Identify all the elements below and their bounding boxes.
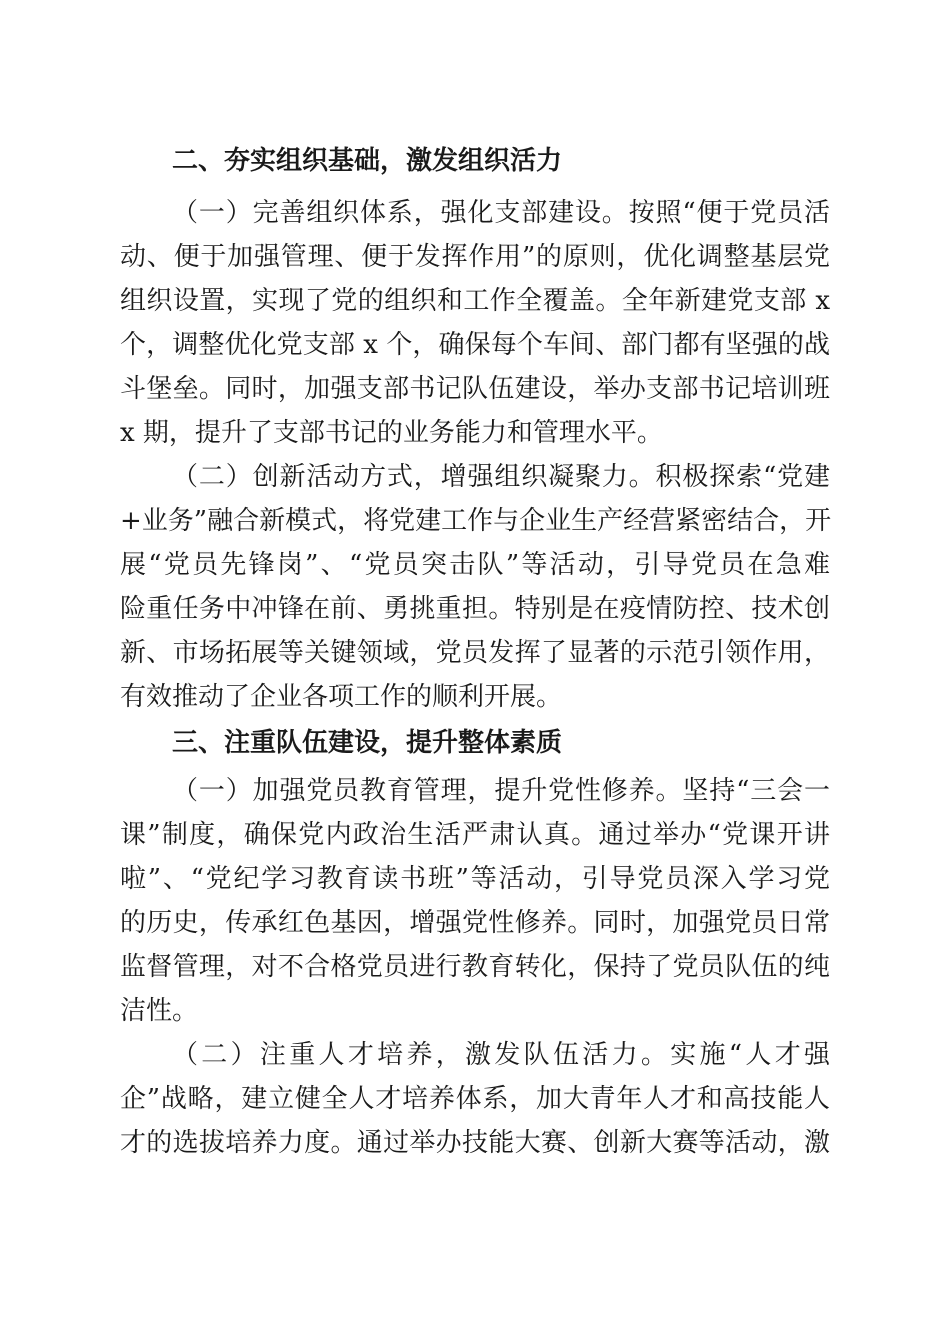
paragraph-line: 险重任务中冲锋在前、勇挑重担。特别是在疫情防控、技术创	[120, 594, 830, 624]
paragraph-line: 新、市场拓展等关键领域，党员发挥了显著的示范引领作用，	[120, 638, 830, 668]
paragraph-line: 啦”、“党纪学习教育读书班”等活动，引导党员深入学习党	[120, 864, 830, 894]
paragraph-line: 动、便于加强管理、便于发挥作用”的原则，优化调整基层党	[120, 242, 830, 272]
paragraph-line: 展“党员先锋岗”、“党员突击队”等活动，引导党员在急难	[120, 550, 830, 580]
paragraph-line: 斗堡垒。同时，加强支部书记队伍建设，举办支部书记培训班	[120, 374, 830, 404]
paragraph-line: （二）创新活动方式，增强组织凝聚力。积极探索“党建	[172, 462, 830, 492]
paragraph-line: 才的选拔培养力度。通过举办技能大赛、创新大赛等活动，激	[120, 1128, 830, 1158]
paragraph-line: 有效推动了企业各项工作的顺利开展。	[120, 682, 563, 712]
paragraph-line: （二）注重人才培养，激发队伍活力。实施“人才强	[172, 1040, 830, 1070]
paragraph-line: 个，调整优化党支部 x 个，确保每个车间、部门都有坚强的战	[120, 330, 830, 360]
section-heading: 二、夯实组织基础，激发组织活力	[172, 146, 563, 176]
paragraph-line: 组织设置，实现了党的组织和工作全覆盖。全年新建党支部 x	[120, 286, 830, 316]
paragraph-line: （一）加强党员教育管理，提升党性修养。坚持“三会一	[172, 776, 830, 806]
paragraph-line: 课”制度，确保党内政治生活严肃认真。通过举办“党课开讲	[120, 820, 830, 850]
paragraph-line: 企”战略，建立健全人才培养体系，加大青年人才和高技能人	[120, 1084, 830, 1114]
paragraph-line: （一）完善组织体系，强化支部建设。按照“便于党员活	[172, 198, 830, 228]
paragraph-line: +业务”融合新模式，将党建工作与企业生产经营紧密结合，开	[120, 506, 832, 536]
paragraph-line: 监督管理，对不合格党员进行教育转化，保持了党员队伍的纯	[120, 952, 830, 982]
paragraph-line: 洁性。	[120, 996, 199, 1026]
paragraph-line: 的历史，传承红色基因，增强党性修养。同时，加强党员日常	[120, 908, 830, 938]
section-heading: 三、注重队伍建设，提升整体素质	[172, 728, 563, 758]
paragraph-line: x 期，提升了支部书记的业务能力和管理水平。	[120, 418, 663, 448]
